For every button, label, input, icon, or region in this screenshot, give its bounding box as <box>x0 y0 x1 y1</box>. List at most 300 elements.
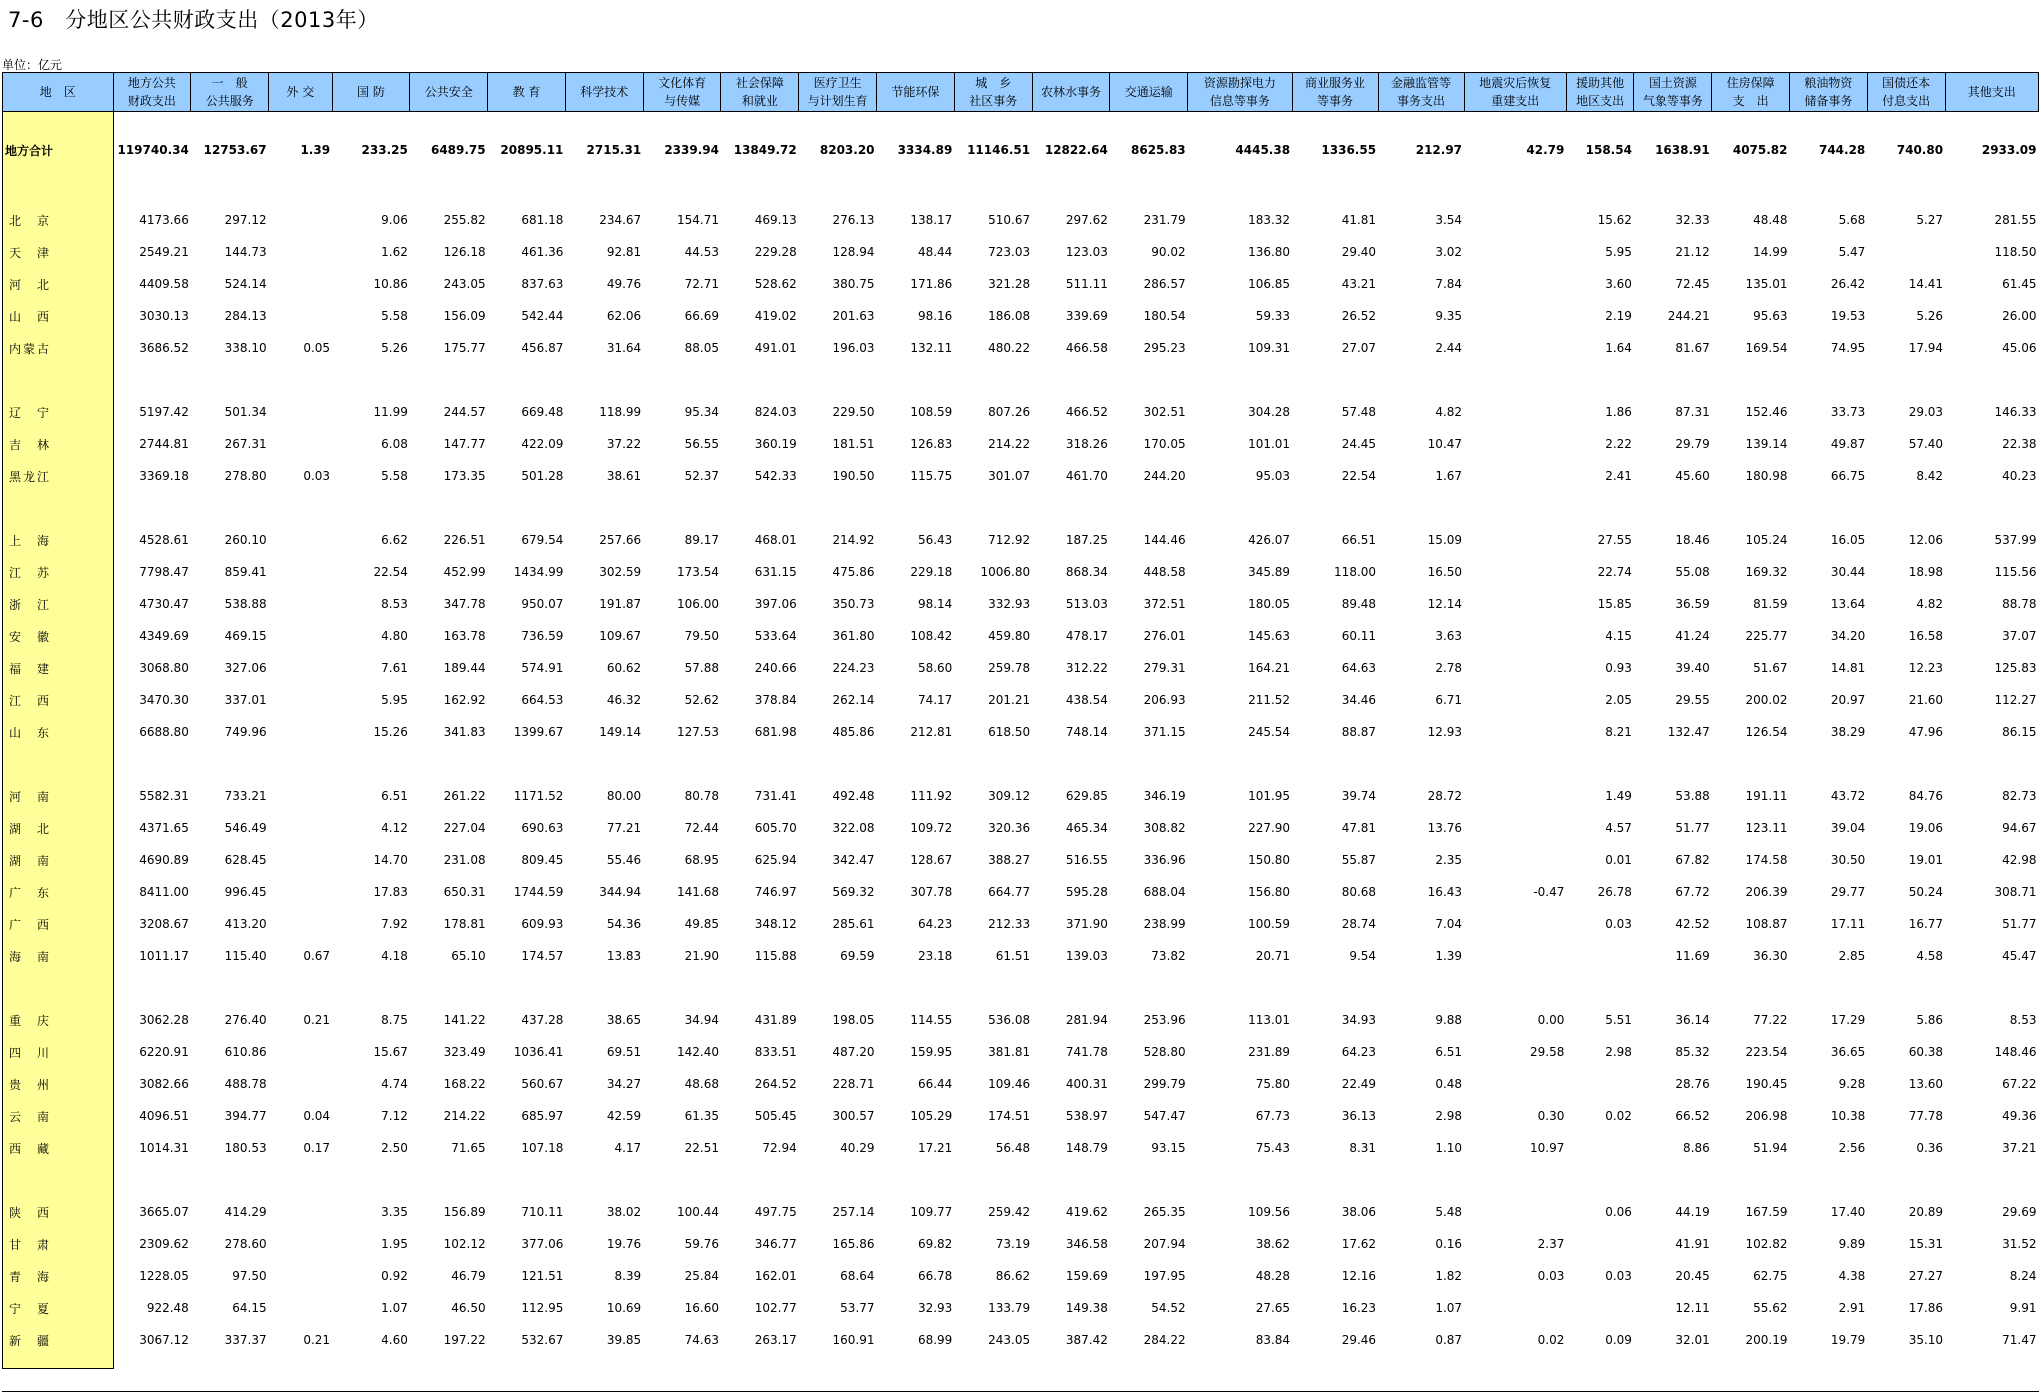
value-cell: 68.95 <box>684 853 719 867</box>
value-cell: 52.37 <box>684 469 719 483</box>
value-cell: 48.44 <box>917 245 953 259</box>
spacer-cell <box>113 1164 191 1196</box>
value-cell: 6.08 <box>381 437 408 451</box>
region-name: 黑龙江 <box>3 460 114 492</box>
value-cell: 3208.67 <box>139 917 189 931</box>
spacer-cell <box>799 364 877 396</box>
spacer-cell <box>877 1164 955 1196</box>
value-cell: 22.38 <box>2002 437 2037 451</box>
value-cell: 86.15 <box>2002 725 2037 739</box>
value-cell: 36.30 <box>1753 949 1788 963</box>
value-cell: 228.71 <box>832 1077 875 1091</box>
value-cell: 32.01 <box>1675 1333 1710 1347</box>
value-cell: 181.51 <box>832 437 875 451</box>
column-header-line: 教 育 <box>512 85 541 99</box>
spacer-cell <box>1566 188 1634 204</box>
value-cell: 372.51 <box>1143 597 1186 611</box>
value-cell: 89.48 <box>1341 597 1377 611</box>
column-header <box>1634 73 1712 112</box>
value-cell: 922.48 <box>146 1301 189 1315</box>
region-name: 重 庆 <box>3 1004 114 1036</box>
value-cell: 7.04 <box>1435 917 1463 931</box>
value-cell: 6.51 <box>1435 1045 1463 1059</box>
value-cell: 265.35 <box>1143 1205 1186 1219</box>
column-header-line: 商业服务业 <box>1305 76 1366 90</box>
value-cell: 459.80 <box>988 629 1031 643</box>
column-header <box>721 73 799 112</box>
table-row <box>3 268 2039 300</box>
column-header-line: 社会保障 <box>735 76 784 90</box>
value-cell: 309.12 <box>988 789 1031 803</box>
value-cell: 0.21 <box>303 1013 331 1027</box>
value-cell: 492.48 <box>832 789 875 803</box>
spacer-cell <box>269 748 332 780</box>
value-cell: 48.68 <box>684 1077 719 1091</box>
spacer-cell <box>191 188 269 204</box>
column-header <box>799 73 877 112</box>
value-cell: 7.92 <box>381 917 408 931</box>
value-cell: 3.60 <box>1605 277 1632 291</box>
value-cell: 231.89 <box>1248 1045 1291 1059</box>
value-cell: 264.52 <box>754 1077 797 1091</box>
value-cell: 60.11 <box>1341 629 1377 643</box>
value-cell: 105.29 <box>910 1109 953 1123</box>
column-header <box>1378 73 1464 112</box>
spacer-row <box>3 492 2039 524</box>
value-cell: 126.54 <box>1745 725 1788 739</box>
value-cell: 538.97 <box>1065 1109 1108 1123</box>
value-cell <box>269 652 332 684</box>
value-cell: 7.12 <box>381 1109 408 1123</box>
value-cell: 60.38 <box>1908 1045 1944 1059</box>
spacer-cell <box>954 364 1032 396</box>
value-cell: 27.55 <box>1597 533 1632 547</box>
value-cell: 180.05 <box>1248 597 1291 611</box>
column-header-line: 地震灾后恢复 <box>1479 76 1552 90</box>
value-cell: 5582.31 <box>139 789 189 803</box>
spacer-cell <box>410 972 488 1004</box>
value-cell: 371.15 <box>1143 725 1186 739</box>
value-cell: 302.59 <box>599 565 642 579</box>
spacer-cell <box>1292 1164 1378 1196</box>
table-row <box>3 716 2039 748</box>
value-cell: 41.81 <box>1341 213 1377 227</box>
value-cell: 212.81 <box>910 725 953 739</box>
value-cell: 4.58 <box>1916 949 1944 963</box>
value-cell: 537.99 <box>1994 533 2037 547</box>
value-cell: 36.14 <box>1675 1013 1710 1027</box>
value-cell: 4.12 <box>381 821 408 835</box>
value-cell: 54.36 <box>606 917 642 931</box>
value-cell: 64.23 <box>1341 1045 1377 1059</box>
value-cell: 1.10 <box>1435 1141 1463 1155</box>
value-cell: 227.90 <box>1248 821 1291 835</box>
spacer-cell <box>3 1164 114 1196</box>
value-cell: 0.03 <box>1605 917 1632 931</box>
value-cell: 107.18 <box>521 1141 564 1155</box>
table-row <box>3 1004 2039 1036</box>
value-cell: 223.54 <box>1745 1045 1788 1059</box>
column-header <box>643 73 721 112</box>
value-cell: 10.38 <box>1830 1109 1866 1123</box>
value-cell: 833.51 <box>754 1045 797 1059</box>
spacer-cell <box>1634 748 1712 780</box>
value-cell: 257.14 <box>832 1205 875 1219</box>
spacer-cell <box>1790 972 1868 1004</box>
value-cell <box>269 620 332 652</box>
value-cell: 197.22 <box>443 1333 486 1347</box>
value-cell: 244.57 <box>443 405 486 419</box>
value-cell: 1.86 <box>1605 405 1632 419</box>
column-header-line: 文化体育 <box>658 76 707 90</box>
spacer-cell <box>488 364 566 396</box>
value-cell: 66.75 <box>1830 469 1866 483</box>
column-header-line: 地区支出 <box>1576 94 1625 108</box>
value-cell: 66.69 <box>684 309 719 323</box>
value-cell: 139.14 <box>1745 437 1788 451</box>
value-cell: 86.62 <box>995 1269 1031 1283</box>
table-bottom-border <box>2 1391 2039 1392</box>
value-cell: 6.71 <box>1435 693 1463 707</box>
value-cell: 22.49 <box>1341 1077 1377 1091</box>
value-cell: 740.80 <box>1896 143 1944 157</box>
value-cell: 244.21 <box>1667 309 1710 323</box>
value-cell: 262.14 <box>832 693 875 707</box>
value-cell: 2.98 <box>1605 1045 1632 1059</box>
value-cell: 733.21 <box>224 789 267 803</box>
value-cell: 4075.82 <box>1732 143 1788 157</box>
value-cell: 45.06 <box>2002 341 2037 355</box>
value-cell: 109.46 <box>988 1077 1031 1091</box>
value-cell: 48.28 <box>1255 1269 1291 1283</box>
spacer-cell <box>1188 1356 1292 1369</box>
value-cell: 679.54 <box>521 533 564 547</box>
value-cell: 1.07 <box>381 1301 408 1315</box>
spacer-cell <box>565 972 643 1004</box>
region-name: 上 海 <box>3 524 114 556</box>
spacer-cell <box>1292 364 1378 396</box>
value-cell: 61.35 <box>684 1109 719 1123</box>
column-header-line: 国债还本 <box>1882 76 1931 90</box>
spacer-cell <box>1032 1164 1110 1196</box>
value-cell: 5197.42 <box>139 405 189 419</box>
spacer-cell <box>1712 364 1790 396</box>
value-cell: 0.30 <box>1537 1109 1565 1123</box>
value-cell: 38.29 <box>1830 725 1866 739</box>
value-cell: 167.59 <box>1745 1205 1788 1219</box>
value-cell: 10.47 <box>1427 437 1463 451</box>
table-row <box>3 1132 2039 1164</box>
value-cell: 156.09 <box>443 309 486 323</box>
value-cell: 255.82 <box>443 213 486 227</box>
header-row <box>3 73 2039 112</box>
value-cell: 15.67 <box>373 1045 408 1059</box>
value-cell: 69.82 <box>917 1237 953 1251</box>
value-cell: 231.08 <box>443 853 486 867</box>
spacer-cell <box>1378 188 1464 204</box>
value-cell: 8411.00 <box>139 885 189 899</box>
column-header-line: 科学技术 <box>580 85 629 99</box>
value-cell: 2549.21 <box>139 245 189 259</box>
value-cell: 89.17 <box>684 533 719 547</box>
spacer-cell <box>1110 364 1188 396</box>
value-cell: 323.49 <box>443 1045 486 1059</box>
value-cell: 339.69 <box>1065 309 1108 323</box>
value-cell: 22.51 <box>684 1141 719 1155</box>
value-cell: 17.21 <box>917 1141 953 1155</box>
value-cell: 74.17 <box>917 693 953 707</box>
table-row <box>3 1036 2039 1068</box>
spacer-cell <box>1634 1356 1712 1369</box>
value-cell: 175.77 <box>443 341 486 355</box>
value-cell <box>269 1068 332 1100</box>
value-cell: 809.45 <box>521 853 564 867</box>
value-cell: 3082.66 <box>139 1077 189 1091</box>
table-row <box>3 588 2039 620</box>
value-cell <box>269 716 332 748</box>
spacer-cell <box>954 1164 1032 1196</box>
table-row <box>3 1196 2039 1228</box>
value-cell: 610.86 <box>224 1045 267 1059</box>
value-cell: 156.89 <box>443 1205 486 1219</box>
value-cell: 546.49 <box>224 821 267 835</box>
value-cell: 859.41 <box>224 565 267 579</box>
value-cell: 2.05 <box>1605 693 1632 707</box>
value-cell: 25.84 <box>684 1269 719 1283</box>
value-cell: 26.00 <box>2002 309 2037 323</box>
column-header <box>1566 73 1634 112</box>
value-cell: 29.55 <box>1675 693 1710 707</box>
value-cell: 226.51 <box>443 533 486 547</box>
value-cell: 1.62 <box>381 245 408 259</box>
value-cell: 9.28 <box>1838 1077 1866 1091</box>
spacer-cell <box>1634 492 1712 524</box>
value-cell: 2.78 <box>1435 661 1463 675</box>
spacer-cell <box>643 1164 721 1196</box>
value-cell: 240.66 <box>754 661 797 675</box>
region-name: 宁 夏 <box>3 1292 114 1324</box>
value-cell: 12.23 <box>1908 661 1944 675</box>
value-cell: 284.13 <box>224 309 267 323</box>
value-cell: 67.82 <box>1675 853 1710 867</box>
value-cell: 118.00 <box>1334 565 1377 579</box>
value-cell: 2339.94 <box>664 143 719 157</box>
value-cell: 36.59 <box>1675 597 1710 611</box>
value-cell: 688.04 <box>1143 885 1186 899</box>
value-cell: 300.57 <box>832 1109 875 1123</box>
value-cell: 377.06 <box>521 1237 564 1251</box>
value-cell: 0.03 <box>1605 1269 1632 1283</box>
value-cell: 152.46 <box>1745 405 1788 419</box>
spacer-cell <box>1790 1356 1868 1369</box>
value-cell: 14.70 <box>373 853 408 867</box>
spacer-cell <box>1378 748 1464 780</box>
spacer-cell <box>1867 188 1945 204</box>
value-cell: 34.94 <box>684 1013 719 1027</box>
value-cell: 46.79 <box>451 1269 486 1283</box>
total-row <box>3 112 2039 189</box>
value-cell: 214.92 <box>832 533 875 547</box>
value-cell: 38.61 <box>606 469 642 483</box>
column-header-line: 公共服务 <box>205 94 254 108</box>
column-header-line: 支 出 <box>1732 94 1769 108</box>
table-body <box>3 112 2039 1369</box>
value-cell: 394.77 <box>224 1109 267 1123</box>
value-cell: 276.13 <box>832 213 875 227</box>
value-cell: 276.40 <box>224 1013 267 1027</box>
value-cell: 1014.31 <box>139 1141 189 1155</box>
spacer-cell <box>1464 364 1566 396</box>
value-cell: 83.84 <box>1255 1333 1291 1347</box>
value-cell: 22.54 <box>373 565 408 579</box>
value-cell: 723.03 <box>988 245 1031 259</box>
column-header-line: 事务支出 <box>1397 94 1446 108</box>
value-cell: 4730.47 <box>139 597 189 611</box>
value-cell: 11.99 <box>373 405 408 419</box>
value-cell: 40.23 <box>2002 469 2037 483</box>
value-cell <box>269 236 332 268</box>
value-cell: 126.83 <box>910 437 953 451</box>
value-cell: 4.18 <box>381 949 408 963</box>
spacer-cell <box>488 1164 566 1196</box>
value-cell: 837.63 <box>521 277 564 291</box>
spacer-cell <box>1945 748 2038 780</box>
spacer-cell <box>565 748 643 780</box>
value-cell: 16.05 <box>1830 533 1866 547</box>
value-cell: 39.40 <box>1675 661 1710 675</box>
table-title: 7-6 分地区公共财政支出（2013年） <box>8 8 379 32</box>
spacer-cell <box>1378 492 1464 524</box>
value-cell: 746.97 <box>754 885 797 899</box>
value-cell: 13849.72 <box>733 143 797 157</box>
value-cell: 3068.80 <box>139 661 189 675</box>
value-cell: 115.56 <box>1994 565 2037 579</box>
value-cell: 253.96 <box>1143 1013 1186 1027</box>
value-cell: 3067.12 <box>139 1333 189 1347</box>
value-cell: 475.86 <box>832 565 875 579</box>
value-cell: 465.34 <box>1065 821 1108 835</box>
value-cell: 950.07 <box>521 597 564 611</box>
spacer-cell <box>799 748 877 780</box>
value-cell: 413.20 <box>224 917 267 931</box>
region-name: 云 南 <box>3 1100 114 1132</box>
value-cell: 72.44 <box>684 821 719 835</box>
value-cell: 74.63 <box>684 1333 719 1347</box>
value-cell: 29.77 <box>1830 885 1866 899</box>
table-row <box>3 1292 2039 1324</box>
column-header-line: 粮油物资 <box>1804 76 1853 90</box>
value-cell: 1336.55 <box>1321 143 1377 157</box>
value-cell: 1.07 <box>1435 1301 1463 1315</box>
value-cell: 387.42 <box>1065 1333 1108 1347</box>
value-cell: 360.19 <box>754 437 797 451</box>
value-cell: 281.55 <box>1994 213 2037 227</box>
value-cell: 5.48 <box>1435 1205 1463 1219</box>
spacer-cell <box>191 1164 269 1196</box>
value-cell: 19.53 <box>1830 309 1866 323</box>
value-cell: 34.27 <box>606 1077 642 1091</box>
column-header-line: 援助其他 <box>1576 76 1625 90</box>
value-cell: 173.35 <box>443 469 486 483</box>
column-header <box>1867 73 1945 112</box>
value-cell: 8.31 <box>1349 1141 1377 1155</box>
value-cell: 40.29 <box>840 1141 875 1155</box>
region-name: 陕 西 <box>3 1196 114 1228</box>
value-cell: 1.95 <box>381 1237 408 1251</box>
spacer-cell <box>3 492 114 524</box>
spacer-cell <box>565 188 643 204</box>
spacer-cell <box>1032 972 1110 1004</box>
value-cell: 29.69 <box>2002 1205 2037 1219</box>
value-cell: 16.60 <box>684 1301 719 1315</box>
value-cell: 39.74 <box>1341 789 1377 803</box>
value-cell: 64.23 <box>917 917 953 931</box>
value-cell: 57.48 <box>1341 405 1377 419</box>
column-header-line: 公共安全 <box>424 85 473 99</box>
value-cell: 397.06 <box>754 597 797 611</box>
value-cell: 56.55 <box>684 437 719 451</box>
value-cell: 43.21 <box>1341 277 1377 291</box>
spacer-cell <box>1032 364 1110 396</box>
value-cell: 996.45 <box>224 885 267 899</box>
spacer-cell <box>1032 748 1110 780</box>
value-cell: 11146.51 <box>967 143 1031 157</box>
value-cell: 73.19 <box>995 1237 1031 1251</box>
region-name: 甘 肃 <box>3 1228 114 1260</box>
value-cell: 102.77 <box>754 1301 797 1315</box>
spacer-cell <box>643 364 721 396</box>
region-name: 湖 南 <box>3 844 114 876</box>
spacer-cell <box>191 1356 269 1369</box>
value-cell: 3.54 <box>1435 213 1463 227</box>
value-cell: 49.87 <box>1830 437 1866 451</box>
value-cell: 257.66 <box>599 533 642 547</box>
value-cell: 16.50 <box>1427 565 1463 579</box>
value-cell: 3665.07 <box>139 1205 189 1219</box>
region-name: 江 西 <box>3 684 114 716</box>
value-cell: 17.40 <box>1830 1205 1866 1219</box>
region-name: 湖 北 <box>3 812 114 844</box>
value-cell: 347.78 <box>443 597 486 611</box>
value-cell: 135.01 <box>1745 277 1788 291</box>
value-cell: 4409.58 <box>139 277 189 291</box>
value-cell: 75.80 <box>1255 1077 1291 1091</box>
table-row <box>3 780 2039 812</box>
value-cell <box>1464 236 1566 268</box>
value-cell: 1744.59 <box>513 885 564 899</box>
value-cell: 144.46 <box>1143 533 1186 547</box>
value-cell: 0.06 <box>1605 1205 1632 1219</box>
value-cell: 98.14 <box>917 597 953 611</box>
value-cell: 80.78 <box>684 789 719 803</box>
value-cell: 6.62 <box>381 533 408 547</box>
spacer-cell <box>1188 972 1292 1004</box>
value-cell: 69.59 <box>840 949 875 963</box>
value-cell: 469.13 <box>754 213 797 227</box>
value-cell: 80.68 <box>1341 885 1377 899</box>
value-cell: 16.58 <box>1908 629 1944 643</box>
spacer-cell <box>799 492 877 524</box>
region-name: 广 西 <box>3 908 114 940</box>
spacer-cell <box>954 972 1032 1004</box>
value-cell: 41.91 <box>1675 1237 1710 1251</box>
value-cell: 513.03 <box>1065 597 1108 611</box>
value-cell: 2.50 <box>381 1141 408 1155</box>
value-cell <box>269 268 332 300</box>
spacer-cell <box>799 1356 877 1369</box>
value-cell: 125.83 <box>1994 661 2037 675</box>
value-cell: 32.93 <box>917 1301 953 1315</box>
